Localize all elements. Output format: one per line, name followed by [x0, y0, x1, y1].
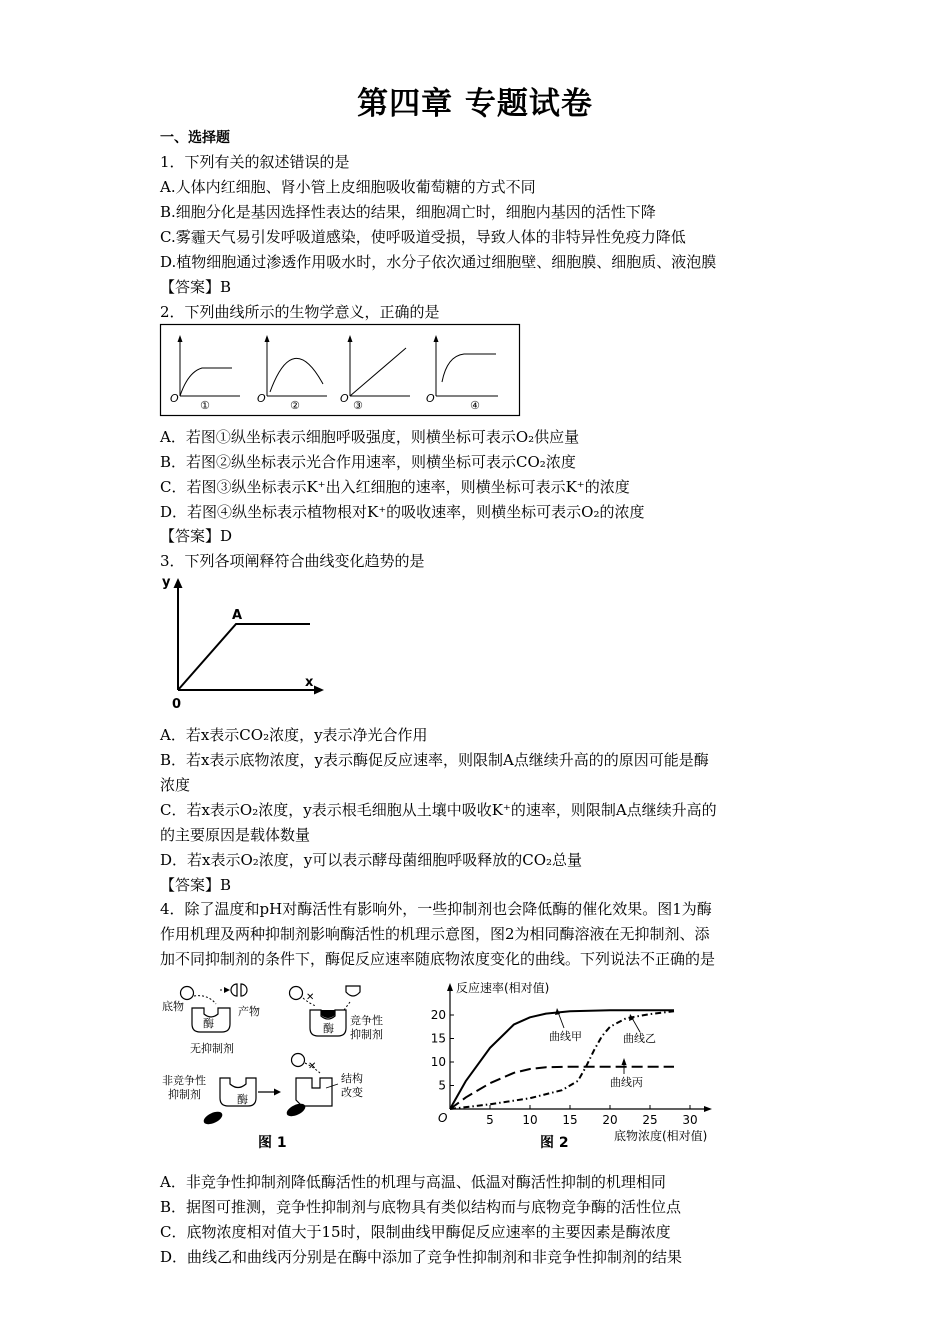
q2-option-d: D．若图④纵坐标表示植物根对K⁺的吸收速率，则横坐标可表示O₂的浓度: [160, 503, 645, 521]
fig2-x-tick-label: 10: [522, 1113, 538, 1127]
q2-graph-label-2: ②: [290, 399, 300, 412]
q1-option-c: C.雾霾天气易引发呼吸道感染，使呼吸道受损，导致人体的非特异性免疫力降低: [160, 228, 686, 246]
q1-option-b: B.细胞分化是基因选择性表达的结果，细胞凋亡时，细胞内基因的活性下降: [160, 203, 656, 221]
q4-stem-line2: 作用机理及两种抑制剂影响酶活性的机理示意图，图2为相同酶溶液在无抑制剂、添: [160, 925, 710, 943]
fig2-series-jia: [450, 1010, 674, 1109]
fig2-y-tick-label: 15: [430, 1031, 446, 1046]
q2-graph-1: [178, 335, 241, 396]
q2-answer: 【答案】D: [160, 527, 233, 545]
fig2-curve-yi-label: 曲线乙: [623, 1032, 656, 1045]
q3-option-d: D．若x表示O₂浓度，y可以表示酵母菌细胞呼吸释放的CO₂总量: [160, 851, 583, 869]
fig1-block-mark-2: ✕: [308, 1061, 317, 1072]
fig2-x-tick-label: 15: [562, 1113, 578, 1127]
q2-graph-label-4: ④: [470, 399, 480, 412]
q2-origin-4: O: [426, 392, 435, 405]
q2-origin-1: O: [170, 392, 179, 405]
q4-stem-line3: 加不同抑制剂的条件下，酶促反应速率随底物浓度变化的曲线。下列说法不正确的是: [160, 950, 716, 968]
q2-option-c: C．若图③纵坐标表示K⁺出入红细胞的速率，则横坐标可表示K⁺的浓度: [160, 478, 630, 496]
q4-option-a: A．非竞争性抑制剂降低酶活性的机理与高温、低温对酶活性抑制的机理相同: [160, 1173, 666, 1191]
fig2-x-tick-label: 30: [682, 1113, 698, 1127]
fig1-competitive-label-2: 抑制剂: [350, 1028, 383, 1041]
fig2-x-label: 底物浓度(相对值): [614, 1129, 708, 1143]
fig2-curve-yi-pointer: [632, 1018, 640, 1032]
fig1-enzyme-label-2: 酶: [323, 1022, 334, 1035]
fig2-y-tick-label: 5: [438, 1078, 446, 1093]
fig1-block-mark-1: ✕: [306, 992, 315, 1003]
q2-option-a: A．若图①纵坐标表示细胞呼吸强度，则横坐标可表示O₂供应量: [160, 428, 580, 446]
fig2-y-label: 反应速率(相对值): [456, 981, 550, 995]
q2-option-b: B．若图②纵坐标表示光合作用速率，则横坐标可表示CO₂浓度: [160, 453, 576, 471]
q2-origin-3: O: [340, 392, 349, 405]
q1-answer: 【答案】B: [160, 278, 232, 296]
fig2-curve-jia-label: 曲线甲: [549, 1030, 582, 1043]
fig2-curve-jia-pointer: [558, 1012, 564, 1028]
fig1-structure-label-2: 改变: [341, 1086, 363, 1099]
fig2-x-tick-label: 25: [642, 1113, 658, 1127]
fig2-origin: O: [438, 1111, 448, 1125]
fig1-structure-label-1: 结构: [341, 1072, 363, 1085]
fig1-noncompetitive-label-2: 抑制剂: [168, 1088, 201, 1101]
fig1-enzyme-label-3: 酶: [237, 1093, 248, 1106]
fig1-enzyme-label-1: 酶: [203, 1017, 214, 1030]
fig2-x-tick-label: 5: [486, 1113, 494, 1127]
page-title: 第四章 专题试卷: [357, 86, 593, 122]
q3-option-b-line2: 浓度: [160, 776, 191, 794]
q1-option-d: D.植物细胞通过渗透作用吸水时，水分子依次通过细胞壁、细胞膜、细胞质、液泡膜: [160, 253, 717, 271]
fig2-y-tick-label: 20: [430, 1008, 446, 1022]
q2-origin-2: O: [257, 392, 266, 405]
q3-option-c-line2: 的主要原因是载体数量: [160, 826, 311, 844]
q4-option-b: B．据图可推测，竞争性抑制剂与底物具有类似结构而与底物竞争酶的活性位点: [160, 1198, 682, 1216]
fig2-curve-bing-label: 曲线丙: [610, 1076, 643, 1089]
q4-figure-2-chart: [418, 980, 738, 1155]
q2-stem: 2．下列曲线所示的生物学意义，正确的是: [160, 303, 440, 321]
q2-graph-label-1: ①: [200, 399, 210, 412]
q3-x-label: x: [305, 675, 314, 690]
fig1-noncompetitive-label-1: 非竞争性: [162, 1074, 206, 1087]
fig1-no-inhibitor-label: 无抑制剂: [190, 1042, 234, 1055]
q2-figure: [160, 324, 520, 416]
fig1-substrate-label: 底物: [162, 1000, 184, 1013]
q2-graph-label-3: ③: [353, 399, 363, 412]
q3-point-a: A: [232, 608, 243, 623]
q3-answer: 【答案】B: [160, 876, 232, 894]
q3-option-c-line1: C．若x表示O₂浓度，y表示根毛细胞从土壤中吸收K⁺的速率，则限制A点继续升高的: [160, 801, 717, 819]
q2-graph-3: [348, 335, 411, 396]
q3-stem: 3．下列各项阐释符合曲线变化趋势的是: [160, 552, 425, 570]
q4-figure-1: [160, 980, 430, 1155]
q4-stem-line1: 4．除了温度和pH对酶活性有影响外，一些抑制剂也会降低酶的催化效果。图1为酶: [160, 900, 712, 918]
q1-stem: 1．下列有关的叙述错误的是: [160, 153, 350, 171]
section-heading: 一、选择题: [160, 130, 230, 146]
q2-graph-4: [434, 335, 499, 396]
fig1-competitive-label-1: 竞争性: [350, 1014, 383, 1027]
q1-option-a: A.人体内红细胞、肾小管上皮细胞吸收葡萄糖的方式不同: [160, 178, 536, 196]
q2-graph-2: [265, 335, 328, 396]
fig2-series-yi: [450, 1011, 674, 1109]
fig2-y-tick-label: 10: [430, 1055, 446, 1069]
fig1-caption: 图 1: [258, 1135, 287, 1151]
fig2-x-tick-label: 20: [602, 1113, 618, 1127]
q3-figure: [158, 574, 333, 714]
q3-option-b-line1: B．若x表示底物浓度，y表示酶促反应速率，则限制A点继续升高的的原因可能是酶: [160, 751, 709, 769]
q3-origin: 0: [172, 697, 182, 712]
q3-y-label: y: [162, 575, 171, 590]
q4-option-d: D．曲线乙和曲线丙分别是在酶中添加了竞争性抑制剂和非竞争性抑制剂的结果: [160, 1248, 683, 1266]
q4-option-c: C．底物浓度相对值大于15时，限制曲线甲酶促反应速率的主要因素是酶浓度: [160, 1223, 671, 1241]
fig2-caption: 图 2: [540, 1135, 569, 1151]
fig1-product-label: 产物: [238, 1005, 260, 1018]
q3-option-a: A．若x表示CO₂浓度，y表示净光合作用: [160, 726, 428, 744]
